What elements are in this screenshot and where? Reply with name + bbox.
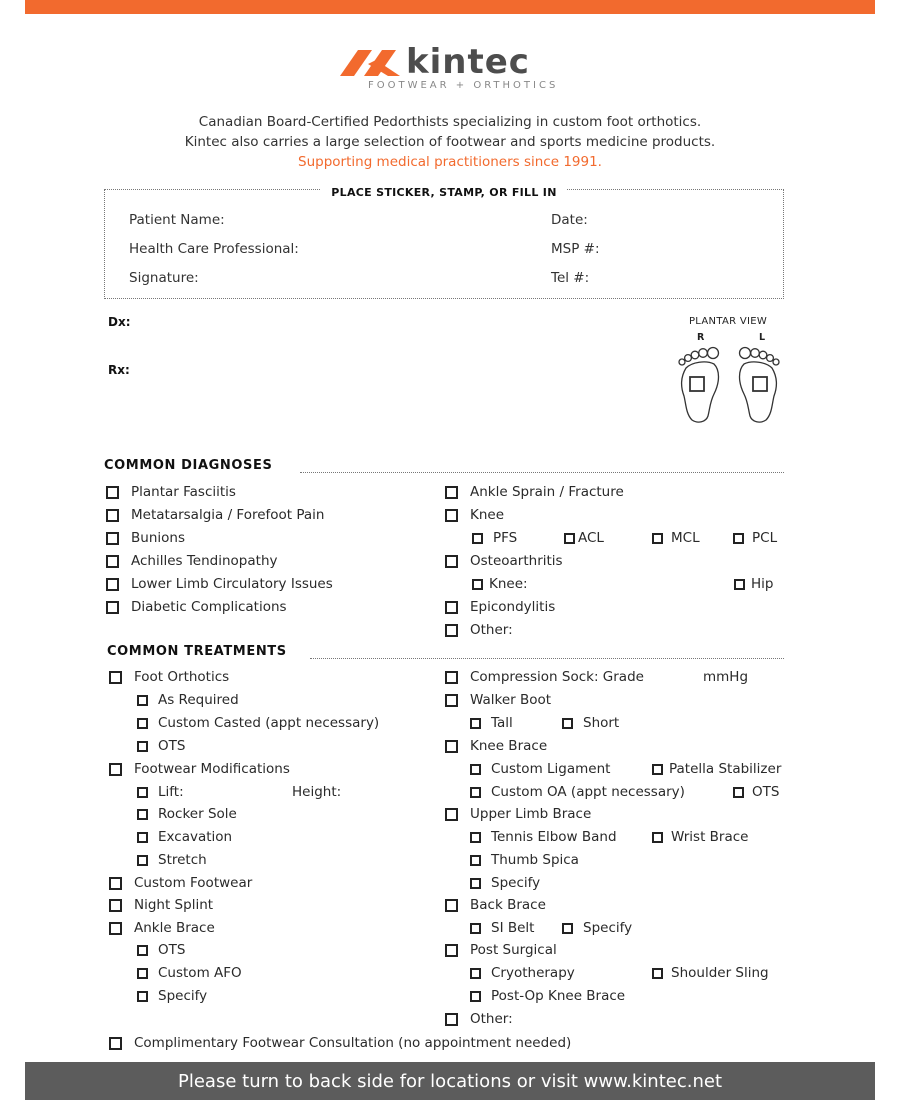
- dx-metatarsalgia[interactable]: Metatarsalgia / Forefoot Pain: [106, 507, 325, 523]
- checkbox[interactable]: [734, 579, 745, 590]
- checkbox[interactable]: [472, 579, 483, 590]
- checkbox[interactable]: [109, 671, 122, 684]
- tx-upper-limb-brace[interactable]: Upper Limb Brace: [445, 806, 591, 822]
- checkbox[interactable]: [652, 968, 663, 979]
- section-divider: [310, 658, 784, 659]
- checkbox[interactable]: [445, 899, 458, 912]
- dx-other[interactable]: Other:: [445, 622, 513, 638]
- footer-banner[interactable]: Please turn to back side for locations or visit www.kintec.net: [25, 1062, 875, 1100]
- checkbox[interactable]: [445, 808, 458, 821]
- dx-plantar-fasciitis[interactable]: Plantar Fasciitis: [106, 484, 236, 500]
- tx-compression-sock[interactable]: Compression Sock: Grade: [445, 669, 644, 685]
- checkbox[interactable]: [652, 832, 663, 843]
- checkbox[interactable]: [137, 787, 148, 798]
- dx-diabetic-complications[interactable]: Diabetic Complications: [106, 599, 287, 615]
- checkbox[interactable]: [470, 923, 481, 934]
- dx-lower-limb-circulatory[interactable]: Lower Limb Circulatory Issues: [106, 576, 333, 592]
- tx-wb-short[interactable]: Short: [562, 715, 619, 731]
- tx-post-surgical[interactable]: Post Surgical: [445, 942, 557, 958]
- dx-epicondylitis[interactable]: Epicondylitis: [445, 599, 555, 615]
- tx-ul-tennis-elbow[interactable]: Tennis Elbow Band: [470, 829, 617, 845]
- checkbox[interactable]: [106, 578, 119, 591]
- intro-line-3: Supporting medical practitioners since 1991.: [298, 154, 602, 170]
- checkbox[interactable]: [445, 601, 458, 614]
- intro-line-1: Canadian Board-Certified Pedorthists specializing in custom foot orthotics.: [198, 114, 702, 130]
- checkbox[interactable]: [470, 991, 481, 1002]
- brand-name: kintec: [406, 42, 530, 82]
- dx-label[interactable]: Dx:: [108, 315, 131, 329]
- top-accent-bar: [25, 0, 875, 14]
- tx-fo-custom-casted[interactable]: Custom Casted (appt necessary): [137, 715, 379, 731]
- checkbox[interactable]: [109, 899, 122, 912]
- sticker-box-title: PLACE STICKER, STAMP, OR FILL IN: [321, 186, 566, 199]
- dx-ankle-sprain[interactable]: Ankle Sprain / Fracture: [445, 484, 624, 500]
- checkbox[interactable]: [470, 855, 481, 866]
- checkbox[interactable]: [137, 695, 148, 706]
- checkbox[interactable]: [137, 855, 148, 866]
- tx-custom-footwear[interactable]: Custom Footwear: [109, 875, 252, 891]
- checkbox[interactable]: [106, 532, 119, 545]
- tx-back-brace[interactable]: Back Brace: [445, 897, 546, 913]
- checkbox[interactable]: [445, 694, 458, 707]
- checkbox[interactable]: [445, 1013, 458, 1026]
- tx-footwear-modifications[interactable]: Footwear Modifications: [109, 761, 290, 777]
- checkbox[interactable]: [137, 809, 148, 820]
- date-field[interactable]: Date:: [551, 212, 588, 228]
- tx-ps-cryotherapy[interactable]: Cryotherapy: [470, 965, 575, 981]
- checkbox[interactable]: [137, 718, 148, 729]
- checkbox[interactable]: [470, 832, 481, 843]
- checkbox[interactable]: [470, 878, 481, 889]
- tx-ps-shoulder-sling[interactable]: Shoulder Sling: [652, 965, 769, 981]
- plantar-right-label: R: [697, 332, 705, 343]
- checkbox[interactable]: [106, 486, 119, 499]
- checkbox[interactable]: [137, 945, 148, 956]
- common-diagnoses-heading: COMMON DIAGNOSES: [104, 458, 273, 473]
- tx-complimentary-consultation[interactable]: Complimentary Footwear Consultation (no appointment needed): [109, 1035, 571, 1051]
- tx-bb-si-belt[interactable]: SI Belt: [470, 920, 534, 936]
- dx-knee-pcl[interactable]: PCL: [733, 530, 777, 546]
- checkbox[interactable]: [445, 509, 458, 522]
- kintec-logo-mark-icon: [340, 46, 402, 78]
- checkbox[interactable]: [472, 533, 483, 544]
- dx-knee[interactable]: Knee: [445, 507, 504, 523]
- dx-osteoarthritis[interactable]: Osteoarthritis: [445, 553, 563, 569]
- checkbox[interactable]: [109, 1037, 122, 1050]
- tx-kb-custom-oa[interactable]: Custom OA (appt necessary): [470, 784, 685, 800]
- checkbox[interactable]: [137, 832, 148, 843]
- dx-oa-knee[interactable]: Knee:: [472, 576, 528, 592]
- patient-name-field[interactable]: Patient Name:: [129, 212, 225, 228]
- checkbox[interactable]: [109, 877, 122, 890]
- checkbox[interactable]: [445, 740, 458, 753]
- checkbox[interactable]: [733, 787, 744, 798]
- checkbox[interactable]: [652, 533, 663, 544]
- tx-compression-mmhg: mmHg: [703, 669, 749, 685]
- checkbox[interactable]: [109, 763, 122, 776]
- brand-tagline: FOOTWEAR + ORTHOTICS: [368, 80, 559, 91]
- checkbox[interactable]: [106, 601, 119, 614]
- checkbox[interactable]: [137, 991, 148, 1002]
- checkbox[interactable]: [564, 533, 575, 544]
- intro-line-2: Kintec also carries a large selection of footwear and sports medicine products.: [184, 134, 716, 150]
- checkbox[interactable]: [106, 509, 119, 522]
- tx-kb-custom-ligament[interactable]: Custom Ligament: [470, 761, 610, 777]
- sticker-box: [104, 186, 784, 299]
- checkbox[interactable]: [445, 555, 458, 568]
- checkbox[interactable]: [562, 718, 573, 729]
- checkbox[interactable]: [109, 922, 122, 935]
- checkbox[interactable]: [137, 968, 148, 979]
- tx-fm-rocker-sole[interactable]: Rocker Sole: [137, 806, 237, 822]
- tx-ab-ots[interactable]: OTS: [137, 942, 185, 958]
- checkbox[interactable]: [470, 718, 481, 729]
- plantar-view-title: PLANTAR VIEW: [688, 316, 768, 327]
- dx-achilles-tendinopathy[interactable]: Achilles Tendinopathy: [106, 553, 278, 569]
- tx-fm-lift[interactable]: Lift:: [137, 784, 184, 800]
- health-care-professional-field[interactable]: Health Care Professional:: [129, 241, 299, 257]
- tx-bb-specify[interactable]: Specify: [562, 920, 632, 936]
- tx-ab-custom-afo[interactable]: Custom AFO: [137, 965, 242, 981]
- tx-fm-stretch[interactable]: Stretch: [137, 852, 207, 868]
- signature-field[interactable]: Signature:: [129, 270, 199, 286]
- rx-label[interactable]: Rx:: [108, 363, 130, 377]
- dx-bunions[interactable]: Bunions: [106, 530, 185, 546]
- tx-kb-ots[interactable]: OTS: [733, 784, 779, 800]
- tx-ul-specify[interactable]: Specify: [470, 875, 540, 891]
- tx-knee-brace[interactable]: Knee Brace: [445, 738, 547, 754]
- tx-ul-wrist-brace[interactable]: Wrist Brace: [652, 829, 748, 845]
- tel-field[interactable]: Tel #:: [551, 270, 590, 286]
- section-divider: [300, 472, 784, 473]
- checkbox[interactable]: [137, 741, 148, 752]
- plantar-left-label: L: [759, 332, 766, 343]
- tx-fm-excavation[interactable]: Excavation: [137, 829, 232, 845]
- tx-wb-tall[interactable]: Tall: [470, 715, 513, 731]
- checkbox[interactable]: [106, 555, 119, 568]
- tx-ankle-brace[interactable]: Ankle Brace: [109, 920, 215, 936]
- tx-fo-as-required[interactable]: As Required: [137, 692, 239, 708]
- dx-knee-mcl[interactable]: MCL: [652, 530, 700, 546]
- checkbox[interactable]: [470, 968, 481, 979]
- common-treatments-heading: COMMON TREATMENTS: [107, 644, 287, 659]
- checkbox[interactable]: [733, 533, 744, 544]
- tx-ps-post-op-knee[interactable]: Post-Op Knee Brace: [470, 988, 625, 1004]
- checkbox[interactable]: [445, 944, 458, 957]
- tx-fo-ots[interactable]: OTS: [137, 738, 185, 754]
- tx-walker-boot[interactable]: Walker Boot: [445, 692, 551, 708]
- checkbox[interactable]: [445, 671, 458, 684]
- msp-field[interactable]: MSP #:: [551, 241, 600, 257]
- checkbox[interactable]: [562, 923, 573, 934]
- tx-fm-height[interactable]: Height:: [292, 784, 342, 800]
- tx-foot-orthotics[interactable]: Foot Orthotics: [109, 669, 229, 685]
- tx-ul-thumb-spica[interactable]: Thumb Spica: [470, 852, 579, 868]
- tx-kb-patella-stabilizer[interactable]: Patella Stabilizer: [652, 761, 781, 777]
- tx-ab-specify[interactable]: Specify: [137, 988, 207, 1004]
- checkbox[interactable]: [470, 787, 481, 798]
- checkbox[interactable]: [445, 486, 458, 499]
- dx-knee-pfs[interactable]: PFS: [472, 530, 517, 546]
- plantar-feet-icon: [674, 344, 786, 426]
- tx-night-splint[interactable]: Night Splint: [109, 897, 213, 913]
- checkbox[interactable]: [652, 764, 663, 775]
- kintec-logo: [340, 42, 570, 98]
- checkbox[interactable]: [445, 624, 458, 637]
- dx-oa-hip[interactable]: Hip: [734, 576, 773, 592]
- dx-knee-acl[interactable]: ACL: [564, 530, 604, 546]
- tx-other[interactable]: Other:: [445, 1011, 513, 1027]
- checkbox[interactable]: [470, 764, 481, 775]
